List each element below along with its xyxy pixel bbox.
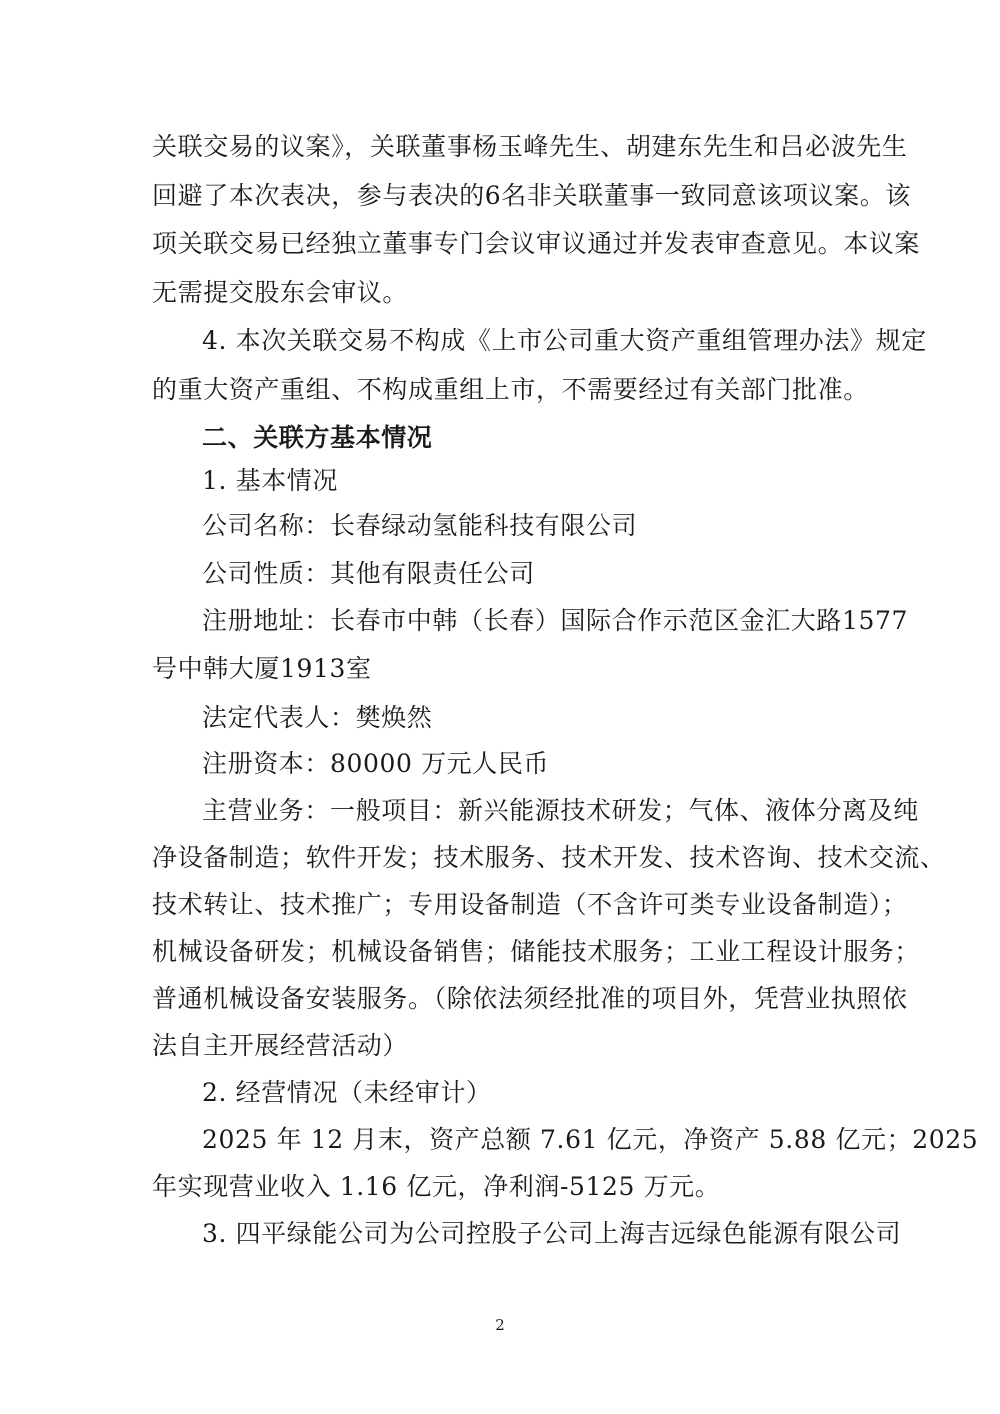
business-scope-line-6: 法自主开展经营活动） <box>152 1031 409 1060</box>
paragraph-2-line-2: 的重大资产重组、不构成重组上市，不需要经过有关部门批准。 <box>152 375 869 404</box>
operations-line-2: 年实现营业收入 1.16 亿元，净利润-5125 万元。 <box>152 1172 721 1201</box>
business-scope-line-4: 机械设备研发；机械设备销售；储能技术服务；工业工程设计服务； <box>152 937 921 966</box>
business-scope-line-2: 净设备制造；软件开发；技术服务、技术开发、技术咨询、技术交流、 <box>152 843 946 872</box>
operations-line-1: 2025 年 12 月末，资产总额 7.61 亿元，净资产 5.88 亿元；2025 <box>202 1125 979 1154</box>
paragraph-1-line-3: 项关联交易已经独立董事专门会议审议通过并发表审查意见。本议案 <box>152 229 921 258</box>
address-line-2: 号中韩大厦1913室 <box>152 654 372 683</box>
address-line-1: 注册地址：长春市中韩（长春）国际合作示范区金汇大路1577 <box>202 606 909 635</box>
paragraph-1-line-4: 无需提交股东会审议。 <box>152 278 409 307</box>
business-scope-line-5: 普通机械设备安装服务。（除依法须经批准的项目外，凭营业执照依 <box>152 984 908 1013</box>
page-number: 2 <box>495 1316 505 1334</box>
paragraph-2-line-1: 4. 本次关联交易不构成《上市公司重大资产重组管理办法》规定 <box>202 326 927 355</box>
business-scope-line-1: 主营业务：一般项目：新兴能源技术研发；气体、液体分离及纯 <box>202 796 919 825</box>
registered-capital: 注册资本：80000 万元人民币 <box>202 749 550 778</box>
legal-representative: 法定代表人：樊焕然 <box>202 703 433 732</box>
subheading-operations: 2. 经营情况（未经审计） <box>202 1078 492 1107</box>
company-type: 公司性质：其他有限责任公司 <box>202 559 535 588</box>
paragraph-1-line-1: 关联交易的议案》，关联董事杨玉峰先生、胡建东先生和吕必波先生 <box>152 132 908 161</box>
item-3-line: 3. 四平绿能公司为公司控股子公司上海吉远绿色能源有限公司 <box>202 1219 902 1248</box>
section-heading: 二、关联方基本情况 <box>202 423 433 452</box>
company-name: 公司名称：长春绿动氢能科技有限公司 <box>202 511 638 540</box>
paragraph-1-line-2: 回避了本次表决，参与表决的6名非关联董事一致同意该项议案。该 <box>152 181 911 210</box>
subheading-basic-info: 1. 基本情况 <box>202 466 338 495</box>
business-scope-line-3: 技术转让、技术推广；专用设备制造（不含许可类专业设备制造）； <box>152 890 908 919</box>
